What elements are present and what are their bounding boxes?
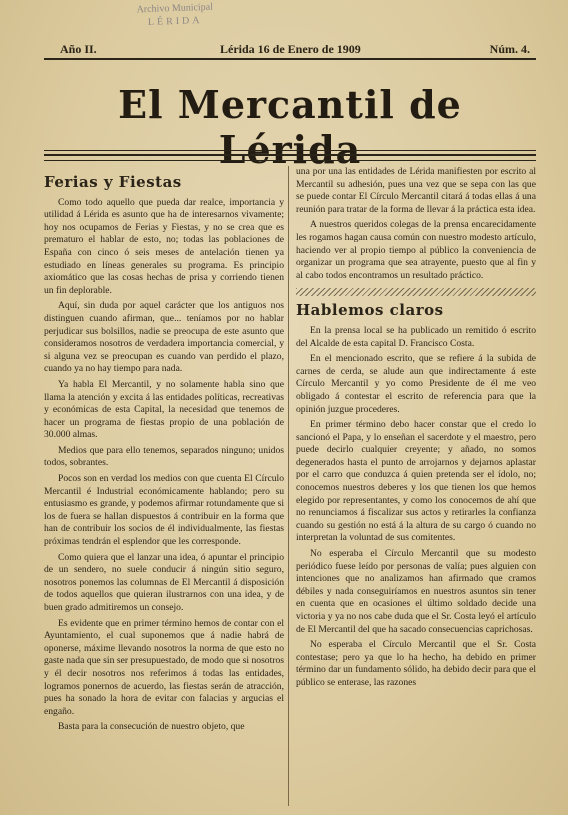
column-right (296, 166, 536, 806)
stamp-line-1: Archivo Municipal (136, 1, 214, 16)
paragraph: Como todo aquello que pueda dar realce, importancia y utilidad á Lérida es asunto que ha de interesarnos vivamente; hoy nos ocupamos de Ferias y Fiestas, y no se crea que es prematuro el hablar de esto, no; todas las poblaciones de España con cinco ó seis meses de antelación tienen ya estudiado en líneas generales su programa. Es principio axiomático que las cosas hechas de prisa y corriendo tienen un fin deplorable. (44, 196, 284, 296)
paragraph: En la prensa local se ha publicado un remitido ó escrito del Alcalde de esta capital D. Francisco Costa. (296, 324, 536, 349)
paragraph: Como quiera que el lanzar una idea, ó apuntar el principio de un sendero, no suele conducir á ningún sitio seguro, nosotros ponemos las columnas de El Mercantil á disposición de todos aquellos que quieran ilustrarnos con una idea, y de buen grado admitiremos un consejo. (44, 551, 284, 613)
paragraph: En el mencionado escrito, que se refiere á la subida de carnes de cerda, se alude aun que indirectamente á este Círculo Mercantil y yo como Presidente de él me veo obligado á contestar el escrito de referencia para que la opinión juzgue procederes. (296, 353, 536, 415)
newspaper-title: El Mercantil de Lérida (118, 82, 462, 172)
stamp-line-2: LÉRIDA (147, 15, 203, 28)
paragraph: No esperaba el Círculo Mercantil que su modesto periódico fuese leído por personas de valía; pues alguien con intenciones que no analizamos han afirmado que cramos débiles y nada conseguiríamos en nuestros asuntos sin tener en cuenta que en ocasiones el último soldado decide una victoria y ya no nos cabe duda que el Sr. Costa leyó el artículo de El Mercantil del que ha sacado consecuencias caprichosas. (296, 548, 536, 635)
masthead-rule-1 (44, 150, 536, 151)
issue-date: Lérida 16 de Enero de 1909 (220, 42, 361, 56)
paragraph: A nuestros queridos colegas de la prensa encarecidamente les rogamos hagan causa común con nuestro modesto artículo, haciendo ver al propio tiempo al público la conveniencia de organizar un programa que sea atrayente, puesto que al fin y al cabo todos encontramos un resultado práctico. (296, 219, 536, 281)
paragraph: Ya habla El Mercantil, y no solamente habla sino que llama la atención y excita á las entidades políticas, recreativas y económicas de esta Capital, la necesidad que tenemos de hacer un programa de fiestas propio de una población de 30.000 almas. (44, 378, 284, 441)
masthead-rule-top (44, 58, 536, 60)
headline-ferias: Ferias y Fiestas (44, 173, 182, 191)
paragraph: Pocos son en verdad los medios con que cuenta El Círculo Mercantil é Industrial económicamente hablando; pero su entusiasmo es grande, y podemos afirmar rotundamente que si los de fuera se hallan dispuestos á contribuir en la forma que han de contribuir los socios de él individualmente, las fiestas próximas tendrán el esplendor que les corresponde. (44, 473, 284, 548)
paragraph: Aquí, sin duda por aquel carácter que los antiguos nos distinguen cuando afirman, que... teníamos por no hablar perjudicar sus bolsillos, nadie se preocupa de este asunto que consideramos nosotros de verdadera importancia comercial, y si alguna vez se preocupan es cuando van perdido el plazo, cuando ya no hay tiempo para nada. (44, 300, 284, 375)
section-divider (296, 288, 536, 296)
masthead-rule-3 (44, 160, 536, 161)
paragraph: Medios que para ello tenemos, separados ninguno; unidos todos, sobrantes. (44, 444, 284, 469)
issue-number: Núm. 4. (489, 42, 530, 56)
archive-stamp (110, 0, 241, 30)
column-left (44, 168, 284, 808)
masthead-rule-2 (44, 154, 536, 156)
paragraph: En primer término debo hacer constar que el credo lo sancionó el Papa, y lo enseñan el sacerdote y el maestro, pero puede decirlo cualquier creyente; y añado, no somos degenerados hasta el punto de arrojarnos y dejarnos aplastar por el carro que conduzca á quien pretenda ser el ídolo, no; conocemos nuestros deberes y los que tienen los que hemos elegido por representantes, y como los conocemos de ahí que no renunciamos á fiscalizar sus actos y retirarles la confianza cuando su gestión no está á la altura de su cargo ó cuando no interpretan la voluntad de sus comitentes. (296, 419, 536, 544)
headline-hablemos: Hablemos claros (296, 301, 444, 320)
paragraph: Basta para la consecución de nuestro objeto, que (58, 721, 245, 733)
paragraph: una por una las entidades de Lérida manifiesten por escrito al Mercantil su adhesión, pues una vez que se sepa con las que se puede contar El Círculo Mercantil citará á todas ellas á una reunión para tratar de la forma de llevar á la práctica esta idea. (296, 166, 536, 215)
column-divider (288, 166, 289, 806)
paragraph: No esperaba el Círculo Mercantil que el Sr. Costa contestase; pero ya que lo ha hecho, ha debido en primer término dar un fundamento sólido, ha debido decir para que el público se enterase, las razones (296, 639, 536, 688)
issue-year: Año II. (60, 42, 97, 56)
paragraph: Es evidente que en primer término hemos de contar con el Ayuntamiento, el cual suponemos que á nadie habrá de oponerse, máxime llevando nosotros la norma de que esto no gaste nada que sin ser presupuestado, de modo que si nosotros y él decir nosotros nos referimos á todas las entidades, logramos ponernos de acuerdo, las fiestas serán de atracción, pues ha sonado la hora de evitar con falacias y argucias el engaño. (44, 617, 284, 717)
